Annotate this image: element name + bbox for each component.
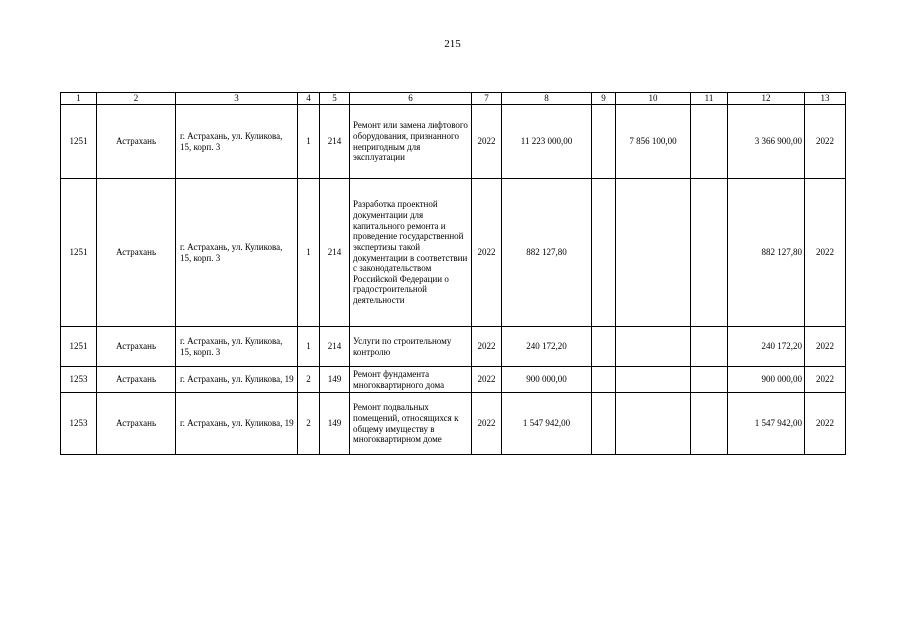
col-12-value: 882 127,80 <box>728 179 805 327</box>
col-11-value <box>691 179 728 327</box>
col-header: 7 <box>472 93 502 105</box>
work-type: Ремонт подвальных помещений, относящихся к общему имуществу в многоквартирном доме <box>350 393 472 455</box>
col-11-value <box>691 367 728 393</box>
col-4-value: 2 <box>298 393 320 455</box>
house-number: 1251 <box>61 105 97 179</box>
col-10-value <box>616 327 691 367</box>
work-type: Ремонт или замена лифтового оборудования, признанного непригодным для эксплуатации <box>350 105 472 179</box>
col-header: 5 <box>320 93 350 105</box>
city: Астрахань <box>97 367 176 393</box>
completion-year: 2022 <box>805 179 846 327</box>
work-type: Разработка проектной документации для капитального ремонта и проведение государственной экспертизы такой документации в соответствии с законодательством Российской Федерации о градостроительной деятельности <box>350 179 472 327</box>
col-9-value <box>592 327 616 367</box>
table-row <box>61 105 846 179</box>
col-5-value: 149 <box>320 367 350 393</box>
table-row <box>61 179 846 327</box>
col-9-value <box>592 105 616 179</box>
page-number: 215 <box>444 38 461 50</box>
completion-year: 2022 <box>805 105 846 179</box>
col-header: 8 <box>502 93 592 105</box>
col-header: 10 <box>616 93 691 105</box>
address: г. Астрахань, ул. Куликова, 15, корп. 3 <box>176 105 298 179</box>
total-cost: 240 172,20 <box>502 327 592 367</box>
house-number: 1253 <box>61 367 97 393</box>
col-10-value: 7 856 100,00 <box>616 105 691 179</box>
city: Астрахань <box>97 393 176 455</box>
total-cost: 11 223 000,00 <box>502 105 592 179</box>
table-row <box>61 327 846 367</box>
year: 2022 <box>472 179 502 327</box>
col-11-value <box>691 393 728 455</box>
col-header: 9 <box>592 93 616 105</box>
col-10-value <box>616 393 691 455</box>
total-cost: 882 127,80 <box>502 179 592 327</box>
work-type: Услуги по строительному контролю <box>350 327 472 367</box>
col-9-value <box>592 367 616 393</box>
address: г. Астрахань, ул. Куликова, 15, корп. 3 <box>176 179 298 327</box>
total-cost: 1 547 942,00 <box>502 393 592 455</box>
capital-repair-table <box>60 92 846 455</box>
col-header: 1 <box>61 93 97 105</box>
col-5-value: 149 <box>320 393 350 455</box>
col-4-value: 1 <box>298 105 320 179</box>
col-12-value: 3 366 900,00 <box>728 105 805 179</box>
col-12-value: 1 547 942,00 <box>728 393 805 455</box>
year: 2022 <box>472 327 502 367</box>
house-number: 1253 <box>61 393 97 455</box>
city: Астрахань <box>97 105 176 179</box>
year: 2022 <box>472 393 502 455</box>
col-header: 4 <box>298 93 320 105</box>
address: г. Астрахань, ул. Куликова, 19 <box>176 393 298 455</box>
col-5-value: 214 <box>320 179 350 327</box>
address: г. Астрахань, ул. Куликова, 19 <box>176 367 298 393</box>
col-5-value: 214 <box>320 105 350 179</box>
completion-year: 2022 <box>805 367 846 393</box>
year: 2022 <box>472 367 502 393</box>
work-type: Ремонт фундамента многоквартирного дома <box>350 367 472 393</box>
col-5-value: 214 <box>320 327 350 367</box>
col-4-value: 2 <box>298 367 320 393</box>
year: 2022 <box>472 105 502 179</box>
col-header: 11 <box>691 93 728 105</box>
col-11-value <box>691 105 728 179</box>
col-header: 2 <box>97 93 176 105</box>
col-header: 3 <box>176 93 298 105</box>
house-number: 1251 <box>61 179 97 327</box>
completion-year: 2022 <box>805 393 846 455</box>
col-9-value <box>592 179 616 327</box>
col-10-value <box>616 367 691 393</box>
col-11-value <box>691 327 728 367</box>
completion-year: 2022 <box>805 327 846 367</box>
table-row <box>61 367 846 393</box>
total-cost: 900 000,00 <box>502 367 592 393</box>
col-header: 6 <box>350 93 472 105</box>
table-row <box>61 393 846 455</box>
house-number: 1251 <box>61 327 97 367</box>
col-12-value: 900 000,00 <box>728 367 805 393</box>
column-number-row <box>61 93 846 105</box>
city: Астрахань <box>97 179 176 327</box>
col-4-value: 1 <box>298 327 320 367</box>
col-10-value <box>616 179 691 327</box>
col-4-value: 1 <box>298 179 320 327</box>
city: Астрахань <box>97 327 176 367</box>
col-header: 12 <box>728 93 805 105</box>
col-header: 13 <box>805 93 846 105</box>
col-12-value: 240 172,20 <box>728 327 805 367</box>
col-9-value <box>592 393 616 455</box>
address: г. Астрахань, ул. Куликова, 15, корп. 3 <box>176 327 298 367</box>
